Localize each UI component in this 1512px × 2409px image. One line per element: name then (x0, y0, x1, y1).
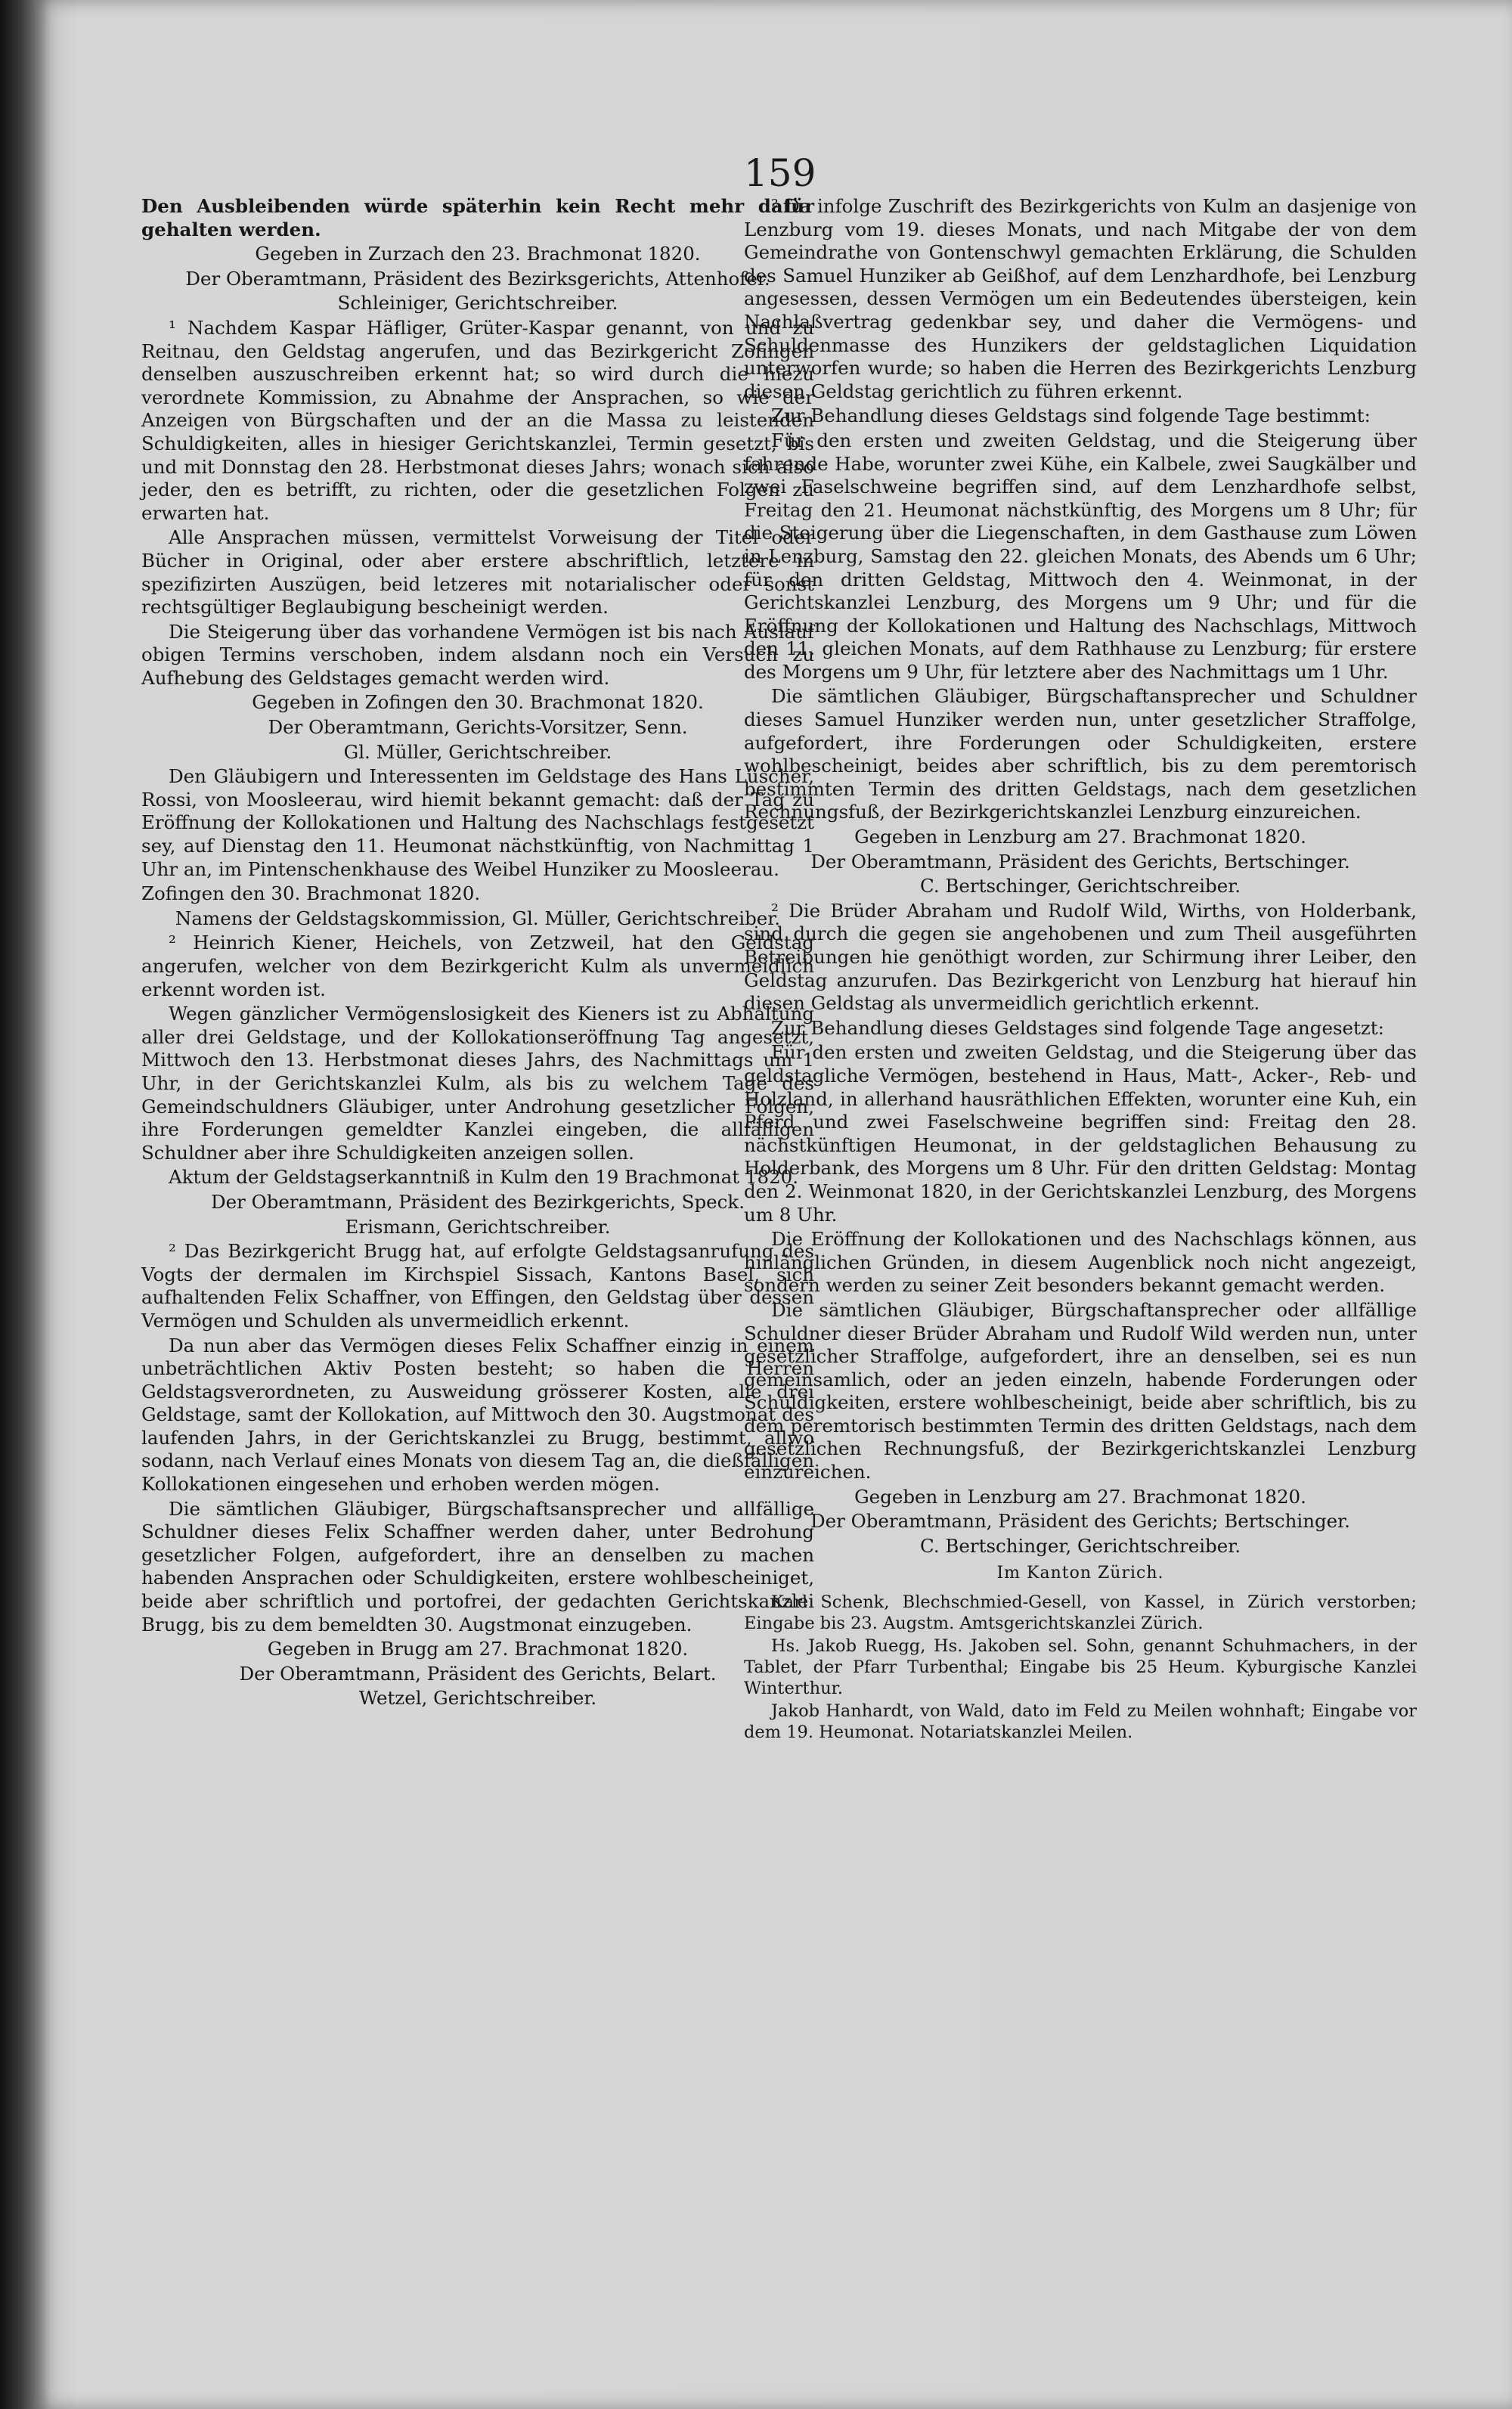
text-paragraph: C. Bertschinger, Gerichtschreiber. (919, 875, 1241, 898)
text-paragraph: Da nun aber das Vermögen dieses Felix Schaffner einzig in einem unbeträchtlichen Aktiv Posten besteht; so haben die Herren Geldstagsverordneten, zu Ausweidung grösserer Kosten, alle drei Geldstage, samt der Kollokation, auf Mittwoch den 30. Augstmonat des laufenden Jahrs, in der Gerichtskanzlei zu Brugg, bestimmt, allwo sodann, nach Verlauf eines Monats von diesem Tag an, die dießfälligen Kollokationen eingesehen und erhoben werden mögen. (141, 1334, 814, 1496)
text-paragraph: Gegeben in Zofingen den 30. Brachmonat 1820. (252, 691, 704, 714)
text-paragraph: Erismann, Gerichtschreiber. (345, 1215, 611, 1238)
text-paragraph: Die sämtlichen Gläubiger, Bürgschaftansprecher oder allfällige Schuldner dieser Brüder Abraham und Rudolf Wild werden nun, unter gesetzlicher Straffolge, aufgefordert, ihre an denselben, sei es nun gemeinsamlich, oder an jeden einzeln, habende Forderungen oder Schuldigkeiten, erstere wohlbescheinigt, beide aber schriftlich, bis zu dem peremtorisch bestimmten Termin des dritten Geldstags, nach dem gesetzlichen Rechnungsfuß, der Bezirkgerichtskanzlei Lenzburg einzureichen. (744, 1298, 1417, 1484)
text-paragraph: Die Steigerung über das vorhandene Vermögen ist bis nach Auslauf obigen Termins verschoben, indem alsdann noch ein Versuch zu Aufhebung des Geldstages gemacht werden wird. (141, 620, 814, 689)
text-paragraph: Zofingen den 30. Brachmonat 1820. (141, 882, 481, 905)
text-paragraph: Karl Schenk, Blechschmied-Gesell, von Kassel, in Zürich verstorben; Eingabe bis 23. Augstm. Amtsgerichtskanzlei Zürich. (744, 1592, 1417, 1634)
text-paragraph: Die sämtlichen Gläubiger, Bürgschaftansprecher und Schuldner dieses Samuel Hunziker werden nun, unter gesetzlicher Straffolge, aufgefordert, ihre Forderungen oder Schuldigkeiten, erstere wohlbescheinigt, beides aber schriftlich, bis zu dem peremtorisch bestimmten Termin des dritten Geldstags, nach dem gesetzlichen Rechnungsfuß, der Bezirkgerichtskanzlei Lenzburg einzureichen. (744, 685, 1417, 823)
text-paragraph: Der Oberamtmann, Präsident des Bezirksgerichts, Attenhofer. (185, 267, 770, 290)
text-paragraph: Der Oberamtmann, Präsident des Bezirkgerichts, Speck. (211, 1190, 745, 1213)
text-paragraph: Wegen gänzlicher Vermögenslosigkeit des Kieners ist zu Abhaltung aller drei Geldstage, und der Kollokationseröffnung Tag angesetzt, Mittwoch den 13. Herbstmonat dieses Jahrs, des Nachmittags um 1 Uhr, in der Gerichtskanzlei Kulm, als bis zu welchem Tage des Gemeindschuldners Gläubiger, unter Androhung gesetzlicher Folgen, ihre Forderungen gemeldter Kanzlei eingeben, die allfälligen Schuldner aber ihre Schuldigkeiten anzeigen sollen. (141, 1003, 814, 1164)
text-paragraph: Für den ersten und zweiten Geldstag, und die Steigerung über das geldstagliche Vermögen, bestehend in Haus, Matt-, Acker-, Reb- und Holzland, in allerhand hausräthlichen Effekten, worunter eine Kuh, ein Pferd und zwei Faselschweine begriffen sind: Freitag den 28. nächstkünftigen Heumonat, in der geldstaglichen Behausung zu Holderbank, des Morgens um 8 Uhr. Für den dritten Geldstag: Montag den 2. Weinmonat 1820, in der Gerichtskanzlei Lenzburg, des Morgens um 8 Uhr. (744, 1041, 1417, 1226)
left-text-column (141, 195, 814, 1712)
text-paragraph: Schleiniger, Gerichtschreiber. (337, 292, 618, 315)
text-paragraph: Alle Ansprachen müssen, vermittelst Vorweisung der Titel oder Bücher in Original, oder aber erstere abschriftlich, letztere in spezifizirten Auszügen, beid letzeres mit notarialischer oder sonst rechtsgültiger Beglaubigung bescheinigt werden. (141, 526, 814, 619)
text-paragraph: Gegeben in Lenzburg am 27. Brachmonat 1820. (854, 826, 1306, 848)
text-paragraph: Aktum der Geldstagserkanntniß in Kulm den 19 Brachmonat 1820. (169, 1166, 799, 1189)
page-number: 159 (744, 151, 816, 195)
text-paragraph: Gegeben in Lenzburg am 27. Brachmonat 1820. (854, 1485, 1306, 1508)
text-paragraph: Hs. Jakob Ruegg, Hs. Jakoben sel. Sohn, genannt Schuhmachers, in der Tablet, der Pfarr Turbenthal; Eingabe bis 25 Heum. Kyburgische Kanzlei Winterthur. (744, 1636, 1417, 1699)
text-paragraph: ¹ Nachdem Kaspar Häfliger, Grüter-Kaspar genannt, von und zu Reitnau, den Geldstag angerufen, und das Bezirkgericht Zofingen denselben auszuschreiben erkennt hat; so wird durch die hiezu verordnete Kommission, zu Abnahme der Ansprachen, so wie der Anzeigen von Bürgschaften und der an die Massa zu leistenden Schuldigkeiten, alles in hiesiger Gerichtskanzlei, Termin gesetzt, bis und mit Donnstag den 28. Herbstmonat dieses Jahrs; wonach sich also jeder, den es betrifft, zu richten, oder die gesetzlichen Folgen zu erwarten hat. (141, 316, 814, 524)
text-paragraph: Den Ausbleibenden würde späterhin kein Recht mehr dafür gehalten werden. (141, 195, 814, 240)
text-paragraph: Gegeben in Zurzach den 23. Brachmonat 1820. (255, 243, 701, 265)
text-paragraph: Der Oberamtmann, Präsident des Gerichts, Belart. (239, 1662, 717, 1685)
book-spine-shadow (0, 0, 35, 2409)
text-paragraph: Der Oberamtmann, Gerichts-Vorsitzer, Senn. (268, 716, 688, 739)
text-paragraph: ² Heinrich Kiener, Heichels, von Zetzweil, hat den Geldstag angerufen, welcher von dem Bezirkgericht Kulm als unvermeidlich erkennt worden ist. (141, 932, 814, 1000)
text-paragraph: ² Das Bezirkgericht Brugg hat, auf erfolgte Geldstagsanrufung des Vogts der dermalen im Kirchspiel Sissach, Kantons Basel, sich aufhaltenden Felix Schaffner, von Effingen, den Geldstag über dessen Vermögen und Schulden als unvermeidlich erkennt. (141, 1240, 814, 1332)
text-paragraph: Im Kanton Zürich. (996, 1564, 1164, 1583)
right-text-column (744, 195, 1417, 1744)
text-paragraph: ² Die Brüder Abraham und Rudolf Wild, Wirths, von Holderbank, sind durch die gegen sie angehobenen und zum Theil ausgeführten Betreibungen hie genöthigt worden, zur Schirmung ihrer Leiber, den Geldstag anzurufen. Das Bezirkgericht von Lenzburg hat hierauf hin diesen Geldstag als unvermeidlich gerichtlich erkennt. (744, 899, 1417, 1015)
text-paragraph: Gegeben in Brugg am 27. Brachmonat 1820. (267, 1638, 689, 1660)
text-paragraph: C. Bertschinger, Gerichtschreiber. (919, 1534, 1241, 1557)
text-paragraph: Gl. Müller, Gerichtschreiber. (343, 740, 612, 763)
text-paragraph: Zur Behandlung dieses Geldstags sind folgende Tage bestimmt: (771, 405, 1371, 427)
text-paragraph: Jakob Hanhardt, von Wald, dato im Feld zu Meilen wohnhaft; Eingabe vor dem 19. Heumonat. Notariatskanzlei Meilen. (744, 1701, 1417, 1743)
text-paragraph: Zur Behandlung dieses Geldstages sind folgende Tage angesetzt: (771, 1016, 1384, 1039)
text-paragraph: Wetzel, Gerichtschreiber. (358, 1687, 597, 1710)
text-paragraph: Den Gläubigern und Interessenten im Geldstage des Hans Lüscher, Rossi, von Moosleerau, wird hiemit bekannt gemacht: daß der Tag zu Eröffnung der Kollokationen und Haltung des Nachschlags festgesetzt sey, auf Dienstag den 11. Heumonat nächstkünftig, von Nachmittag 1 Uhr an, im Pintenschenkhause des Weibel Hunziker zu Moosleerau. (141, 765, 814, 880)
text-paragraph: Die sämtlichen Gläubiger, Bürgschaftsansprecher und allfällige Schuldner dieses Felix Schaffner werden daher, unter Bedrohung gesetzlicher Folgen, aufgefordert, ihre an denselben zu machen habenden Ansprachen oder Schuldigkeiten, erstere wohlbescheiniget, beide aber schriftlich und portofrei, der gedachten Gerichtskanzlei Brugg, bis zu dem bemeldten 30. Augstmonat einzugeben. (141, 1497, 814, 1635)
text-paragraph: Für den ersten und zweiten Geldstag, und die Steigerung über fahrende Habe, worunter zwei Kühe, ein Kalbele, zwei Saugkälber und zwei Faselschweine begriffen sind, auf dem Lenzhardhofe selbst, Freitag den 21. Heumonat nächstkünftig, des Morgens um 8 Uhr; für die Steigerung über die Liegenschaften, in dem Gasthause zum Löwen in Lenzburg, Samstag den 22. gleichen Monats, des Abends um 6 Uhr; für den dritten Geldstag, Mittwoch den 4. Weinmonat, in der Gerichtskanzlei Lenzburg, des Morgens um 9 Uhr; und für die Eröffnung der Kollokationen und Haltung des Nachschlags, Mittwoch den 11. gleichen Monats, auf dem Rathhause zu Lenzburg; für erstere des Morgens um 9 Uhr, für letztere aber des Nachmittags um 1 Uhr. (744, 429, 1417, 683)
text-paragraph: Der Oberamtmann, Präsident des Gerichts, Bertschinger. (810, 850, 1350, 873)
text-paragraph: Die Eröffnung der Kollokationen und des Nachschlags können, aus hinlänglichen Gründen, in diesem Augenblick noch nicht angezeigt, sondern werden zu seiner Zeit besonders bekannt gemacht werden. (744, 1228, 1417, 1297)
text-paragraph: Der Oberamtmann, Präsident des Gerichts; Bertschinger. (810, 1510, 1350, 1533)
text-paragraph: ² Da infolge Zuschrift des Bezirkgerichts von Kulm an dasjenige von Lenzburg vom 19. dieses Monats, und nach Mitgabe der von dem Gemeindrathe von Gontenschwyl gemachten Erklärung, die Schulden des Samuel Hunziker ab Geißhof, auf dem Lenzhardhofe, bei Lenzburg angesessen, dessen Vermögen um ein Bedeutendes übersteigen, kein Nachlaßvertrag gedenkbar sey, und daher die Vermögens- und Schuldenmasse des Hunzikers der geldstaglichen Liquidation unterworfen wurde; so haben die Herren des Bezirkgerichts Lenzburg diesen Geldstag gerichtlich zu führen erkennt. (744, 195, 1417, 402)
text-paragraph: Namens der Geldstagskommission, Gl. Müller, Gerichtschreiber. (175, 907, 781, 929)
